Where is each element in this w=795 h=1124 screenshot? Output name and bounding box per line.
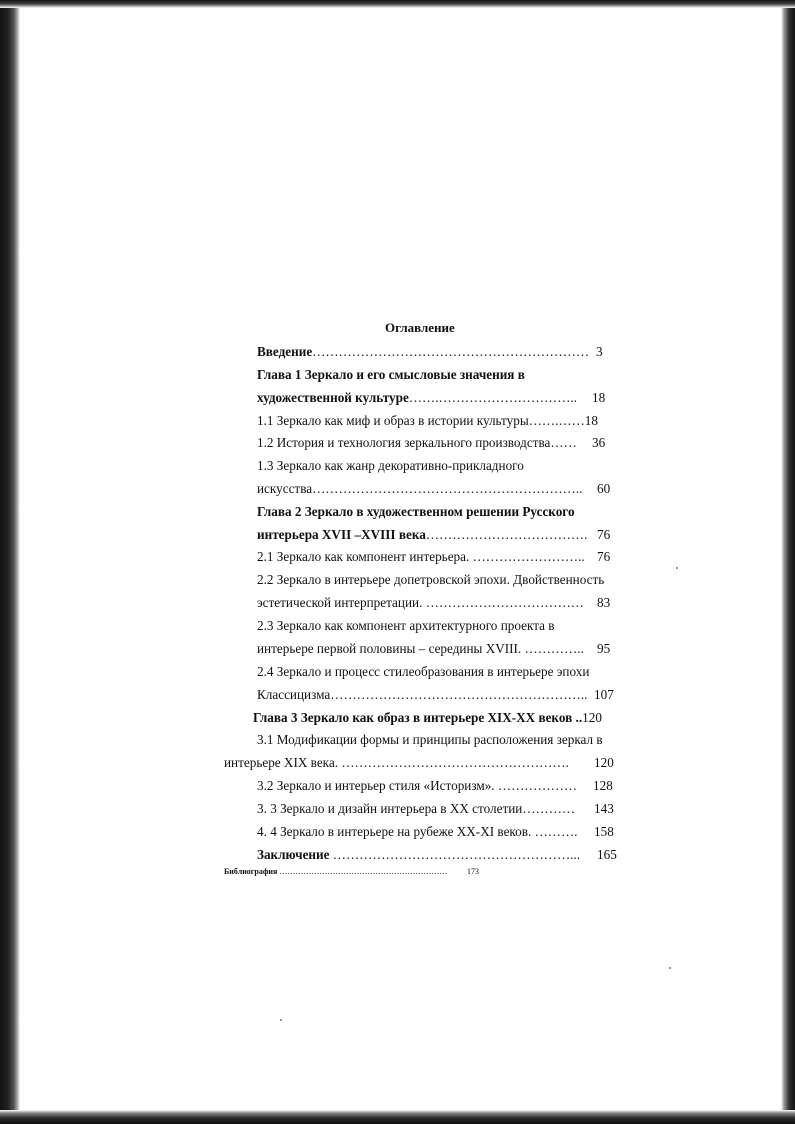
toc-page-number: 143 [594,801,614,816]
toc-page-number: 120 [582,710,602,725]
toc-entry-intro [257,344,589,360]
toc-leader-dots: …………………….. [472,549,585,564]
toc-page-number: 128 [593,778,613,793]
scan-border-bottom [0,1110,795,1124]
toc-entry-chapter-1: Глава 1 Зеркало и его смысловые значения в [257,367,525,382]
toc-entry-label: Глава 3 Зеркало как образ в интерьере XIX-XX веков [253,710,573,725]
toc-leader-dots: …………………………………………………….. [312,481,583,496]
toc-leader-dots: ……………………………… [425,595,584,610]
toc-entry-label: интерьера XVII –XVIII века [257,527,426,542]
toc-entry-1-3: 1.3 Зеркало как жанр декоративно-прикладного [257,458,524,473]
toc-entry-label: 2.1 Зеркало как компонент интерьера. [257,549,473,564]
toc-page-number: 158 [594,824,614,839]
toc-page-number: 107 [594,687,614,702]
toc-page-number: 3 [596,344,603,359]
toc-leader-dots: ……………………………………………………… [277,867,448,876]
toc-entry-label: 4. 4 Зеркало в интерьере на рубеже XX-XI веков. [257,824,535,839]
toc-leader-dots: ……………………………………………. [341,755,569,770]
scan-border-right [781,0,795,1124]
toc-page-number: 60 [597,481,611,496]
toc-entry-3-2 [257,778,577,794]
toc-entry-label: эстетической интерпретации. [257,595,426,610]
toc-leader-dots: ………. [534,824,578,839]
scan-border-top [0,0,795,8]
toc-entry-2-2: 2.2 Зеркало в интерьере допетровской эпохи. Двойственность [257,572,605,587]
toc-entry-3-3 [257,801,575,817]
toc-entry-2-2-cont [257,595,584,611]
toc-page-number: 76 [597,527,611,542]
toc-entry-label: Классицизма [257,687,331,702]
toc-entry-1-2 [257,435,577,451]
toc-entry-2-3-cont [257,641,584,657]
toc-entry-label: искусства [257,481,313,496]
toc-leader-dots: ………………………………………………... [329,847,581,862]
toc-entry-2-1 [257,549,585,565]
scan-speck [676,567,678,569]
toc-leader-dots: …….………………………….. [408,390,577,405]
toc-entry-label: интерьере XIX века. [224,755,342,770]
toc-page-number: 83 [597,595,611,610]
toc-title: Оглавление [385,320,455,335]
scan-border-left [0,0,20,1124]
toc-entry-3-1-cont [224,755,569,771]
toc-entry-3-1: 3.1 Модификации формы и принципы расположения зеркал в [257,732,603,747]
toc-entry-label: 3.2 Зеркало и интерьер стиля «Историзм». [257,778,498,793]
toc-entry-label: художественной культуре [257,390,409,405]
toc-entry-bibliography [224,867,447,877]
toc-entry-2-4-cont [257,687,587,703]
toc-entry-chapter-3 [253,710,602,726]
toc-entry-2-4: 2.4 Зеркало и процесс стилеобразования в интерьере эпохи [257,664,590,679]
toc-leader-dots: ……………… [497,778,578,793]
toc-leader-dots: ………………………………. [425,527,588,542]
toc-entry-1-3-cont [257,481,582,497]
toc-page-number: 18 [584,413,598,428]
toc-page-number: 120 [594,755,614,770]
toc-entry-chapter-2: Глава 2 Зеркало в художественном решении Русского [257,504,575,519]
scan-speck [669,967,671,969]
toc-entry-label: 1.2 История и технология зеркального производства [257,435,551,450]
toc-entry-conclusion [257,847,580,863]
toc-entry-label: 3. 3 Зеркало и дизайн интерьера в XX столетии [257,801,523,816]
toc-page-number: 76 [597,549,611,564]
toc-entry-2-3: 2.3 Зеркало как компонент архитектурного проекта в [257,618,555,633]
toc-entry-chapter-2-cont [257,527,587,543]
toc-entry-1-1 [257,413,598,429]
toc-page-number: 36 [592,435,606,450]
scan-speck [280,1019,282,1021]
toc-page-number: 165 [597,847,617,862]
toc-leader-dots: ………………………………………………….. [330,687,588,702]
toc-page-number: 18 [592,390,606,405]
toc-leader-dots: ……………………………………………………… [312,344,590,359]
toc-entry-label: Заключение [257,847,330,862]
toc-entry-label: Введение [257,344,313,359]
toc-leader-dots: .. [572,710,583,725]
toc-entry-3-4 [257,824,577,840]
toc-page-number: 95 [597,641,611,656]
toc-entry-label: Библиография [224,867,278,876]
toc-leader-dots: …….…… [528,413,585,428]
toc-entry-label: интерьере первой половины – середины XVIII. [257,641,525,656]
toc-page-number: 173 [467,867,479,876]
toc-leader-dots: …… [550,435,577,450]
toc-leader-dots: ………… [522,801,576,816]
toc-leader-dots: ………….. [524,641,584,656]
toc-entry-label: 1.1 Зеркало как миф и образ в истории культуры [257,413,529,428]
toc-entry-chapter-1-cont [257,390,577,406]
